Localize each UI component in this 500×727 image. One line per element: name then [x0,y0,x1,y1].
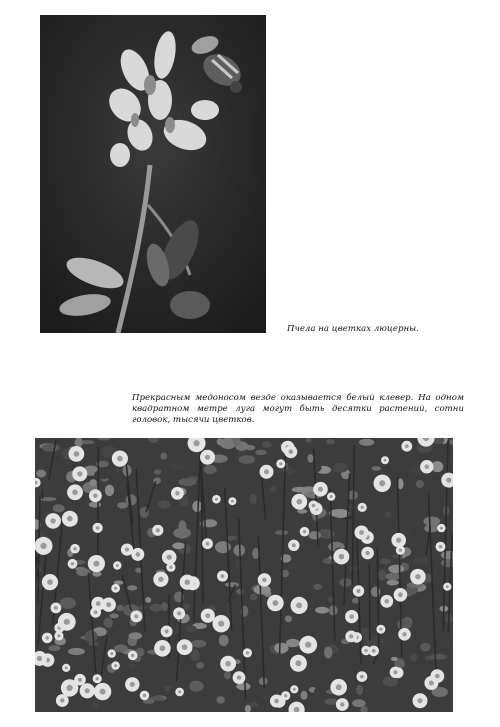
clover-flower-center [156,528,160,532]
clover-flower-center [440,527,443,530]
clover-leaf [145,597,151,603]
clover-leaf [114,644,128,652]
clover-flower-center [284,694,287,697]
clover-leaf [92,699,99,710]
clover-flower-center [77,471,82,476]
clover-flower-center [379,480,385,486]
clover-leaf [60,597,76,609]
photo-white-clover-meadow [35,438,453,712]
photo-bee-on-alfalfa [40,15,266,333]
clover-flower-center [136,552,141,557]
clover-flower-center [143,694,146,697]
clover-leaf [173,528,191,539]
clover-leaf [372,466,382,471]
clover-flower-center [336,684,342,690]
clover-leaf [153,478,161,484]
clover-flower-center [54,606,58,610]
alfalfa-illustration [40,15,266,333]
clover-flower-center [293,688,296,691]
clover-leaf [383,677,399,687]
clover-flower-center [93,561,99,567]
clover-flower-center [262,578,267,583]
clover-leaf [217,696,225,703]
clover-leaf [352,699,365,707]
clover-flower-center [73,547,76,550]
clover-leaf [189,681,203,692]
clover-leaf [413,558,429,566]
clover-flower-center [330,495,333,498]
clover-leaf [94,470,110,479]
clover-flower-center [292,543,296,547]
clover-leaf [430,654,447,660]
clover-leaf [301,691,308,700]
clover-flower-center [130,682,135,687]
clover-leaf [90,479,97,486]
clover-flower-center [297,499,303,505]
clover-flower-center [402,632,406,636]
clover-flower-center [182,644,188,650]
clover-leaf [110,613,119,618]
clover-flower-center [116,564,119,567]
clover-flower-center [361,506,364,509]
clover-flower-center [96,677,99,680]
clover-leaf [217,438,223,445]
clover-flower-center [398,592,403,597]
caption-white-clover: Прекрасным медоносом везде оказывается белый клевер. На одном квадратном метре луга могут быть десятки растений, сотни головок, тысячи цветков. [132,393,464,425]
clover-flower-center [125,548,129,552]
clover-leaf [249,494,256,505]
clover-leaf [326,439,335,444]
clover-flower-center [215,498,218,501]
clover-flower-center [206,542,210,546]
clover-flower-center [185,580,190,585]
clover-leaf [238,455,255,464]
clover-flower-center [37,656,42,661]
clover-flower-center [134,614,138,618]
clover-leaf [219,635,229,646]
clover-flower-center [279,462,282,465]
clover-leaf [154,469,161,474]
clover-flower-center [446,585,449,588]
clover-flower-center [231,500,234,503]
clover-leaf [270,486,277,492]
clover-flower-center [425,464,430,469]
clover-flower-center [110,652,113,655]
clover-flower-center [74,451,80,457]
clover-leaf [186,625,197,632]
clover-leaf [158,500,170,509]
clover-flower-center [439,545,442,548]
clover-leaf [85,631,98,643]
clover-flower-center [114,587,117,590]
clover-leaf [191,650,200,661]
clover-leaf [192,501,202,512]
clover-leaf [380,558,391,564]
clover-leaf [255,450,267,455]
clover-leaf [324,647,332,659]
clover-flower-center [303,530,306,533]
clover-flower-center [114,664,117,667]
clover-leaf [309,531,321,539]
clover-flower-center [318,487,323,492]
clover-leaf [161,453,168,460]
clover-leaf [333,463,348,473]
clover-flower-center [94,610,98,614]
clover-flower-center [415,574,420,579]
clover-flower-center [85,688,90,693]
clover-leaf [410,654,417,662]
clover-flower-center [175,491,179,495]
clover-leaf [292,487,310,493]
clover-flower-center [446,478,451,483]
clover-flower-center [399,549,402,552]
clover-leaf [307,454,313,463]
clover-flower-center [349,634,353,638]
clover-leaf [170,464,184,469]
clover-leaf [150,604,163,612]
clover-flower-center [218,621,224,627]
clover-flower-center [165,629,169,633]
clover-flower-center [405,444,409,448]
clover-leaf [349,566,361,571]
clover-flower-center [106,602,111,607]
clover-leaf [116,605,123,611]
clover-flower-center [417,698,422,703]
clover-flower-center [40,543,46,549]
clover-leaf [53,504,65,512]
clover-flower-center [45,636,49,640]
clover-leaf [371,587,381,597]
clover-leaf [89,502,101,508]
clover-leaf [329,509,347,517]
clover-flower-center [67,685,73,691]
clover-flower-center [312,504,316,508]
clover-flower-center [178,690,181,693]
clover-flower-center [264,469,269,474]
clover-leaf [385,511,391,518]
clover-flower-center [339,554,345,560]
clover-leaf [416,480,424,488]
clover-leaf [249,702,258,707]
clover-flower-center [221,574,225,578]
clover-flower-center [365,551,369,555]
clover-flower-center [340,702,344,706]
clover-leaf [262,441,272,448]
clover-flower-center [96,526,100,530]
clover-flower-center [67,516,73,522]
clover-flower-center [357,589,361,593]
clover-leaf [313,584,322,590]
clover-leaf [285,616,292,623]
clover-leaf [105,485,114,496]
clover-leaf [117,502,128,508]
clover-leaf [297,509,307,514]
clover-leaf [224,671,231,679]
clover-leaf [254,585,271,595]
clover-leaf [61,495,69,503]
clover-flower-center [71,562,74,565]
clover-leaf [424,524,438,532]
clover-flower-center [364,649,367,652]
clover-leaf [314,688,322,698]
clover-leaf [236,589,243,595]
clover-leaf [127,585,137,590]
clover-leaf [361,628,370,637]
clover-leaf [48,645,60,651]
clover-illustration [35,438,453,712]
clover-leaf [304,462,322,473]
clover-leaf [172,543,185,550]
clover-flower-center [296,602,302,608]
clover-leaf [36,470,46,478]
clover-leaf [275,530,289,535]
clover-stem [369,563,370,641]
clover-flower-center [167,555,172,560]
clover-flower-center [360,675,364,679]
clover-flower-center [225,661,231,667]
clover-flower-center [295,660,301,666]
clover-leaf [286,639,300,648]
clover-flower-center [359,530,364,535]
clover-flower-center [435,674,440,679]
clover-flower-center [57,634,60,637]
clover-flower-center [93,493,98,498]
clover-leaf [392,555,403,559]
clover-leaf [388,565,404,574]
clover-flower-center [100,689,106,695]
clover-leaf [378,570,386,581]
clover-leaf [188,460,200,466]
clover-leaf [104,618,114,628]
clover-leaf [391,657,398,661]
clover-flower-center [384,459,387,462]
clover-flower-center [289,449,294,454]
clover-flower-center [396,538,401,543]
clover-flower-center [177,611,181,615]
clover-flower-center [385,599,390,604]
clover-leaf [196,662,204,669]
caption-bee-on-alfalfa: Пчела на цветках люцерны. [287,324,419,334]
clover-leaf [204,465,217,474]
clover-flower-center [349,614,354,619]
clover-flower-center [96,601,101,606]
clover-flower-center [65,666,68,669]
clover-leaf [191,640,206,648]
clover-leaf [138,606,146,610]
clover-flower-center [273,600,279,606]
clover-flower-center [60,698,64,702]
clover-leaf [385,573,401,580]
clover-leaf [183,603,190,610]
clover-flower-center [158,577,163,582]
clover-leaf [356,685,363,695]
clover-flower-center [169,566,172,569]
clover-leaf [68,648,85,655]
clover-leaf [250,594,258,601]
clover-flower-center [237,675,241,679]
clover-leaf [179,478,197,486]
clover-flower-center [50,518,55,523]
clover-flower-center [305,642,311,648]
clover-leaf [42,444,60,452]
clover-flower-center [379,628,382,631]
clover-leaf [129,632,143,639]
clover-leaf [225,582,239,587]
clover-leaf [315,607,329,614]
clover-flower-center [117,456,123,462]
clover-flower-center [194,440,200,446]
clover-leaf [359,439,374,446]
clover-stem [98,447,99,562]
clover-leaf [127,664,135,668]
clover-flower-center [246,651,249,654]
clover-flower-center [131,654,134,657]
clover-flower-center [274,699,279,704]
clover-flower-center [393,670,397,674]
clover-flower-center [47,579,53,585]
clover-leaf [424,477,434,483]
clover-flower-center [78,678,82,682]
clover-flower-center [160,645,166,651]
clover-flower-center [372,649,376,653]
clover-flower-center [205,455,210,460]
clover-flower-center [64,619,70,625]
clover-flower-center [72,490,78,496]
clover-flower-center [205,613,210,618]
clover-leaf [387,580,399,586]
clover-leaf [420,643,431,651]
